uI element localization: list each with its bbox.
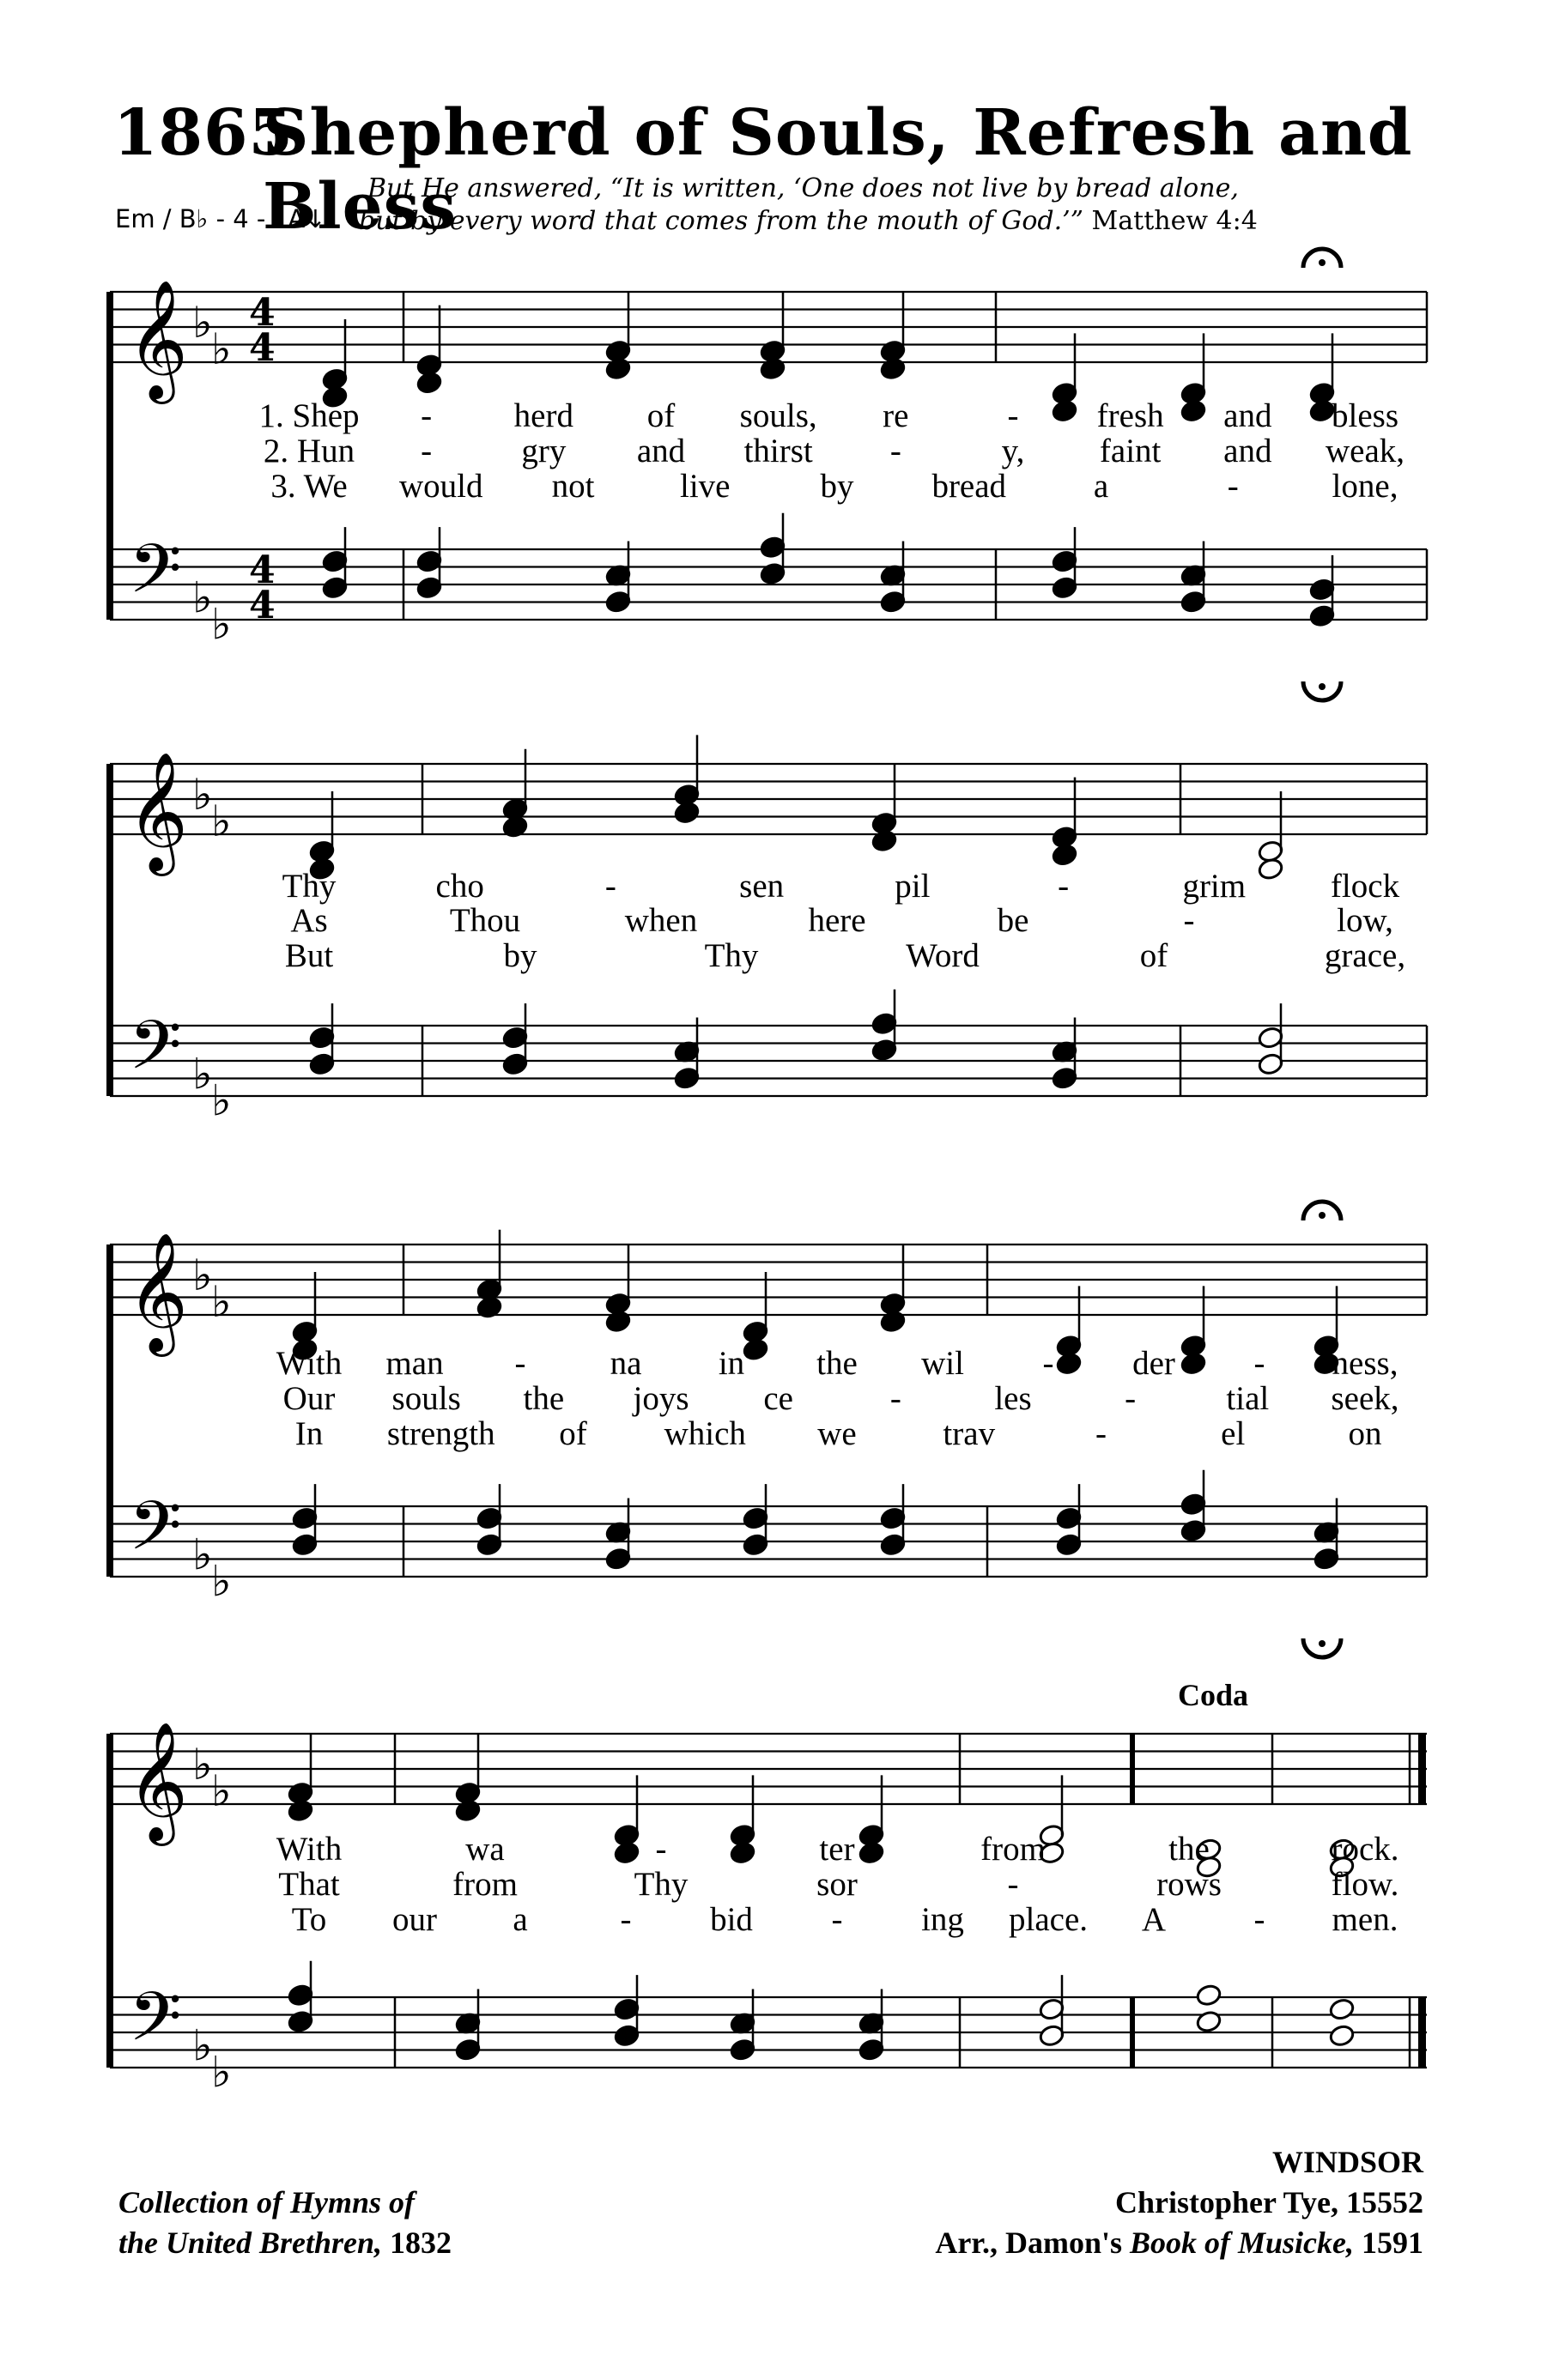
- lyric-syllable: when: [624, 902, 698, 939]
- lyric-syllable: a: [1093, 468, 1109, 505]
- lyric-syllable: we: [817, 1415, 857, 1452]
- lyric-syllable: na: [610, 1345, 642, 1382]
- lyric-syllable: But: [284, 937, 334, 974]
- time-signature-top: 4: [249, 291, 276, 335]
- lyric-syllable: souls: [391, 1380, 461, 1417]
- lyric-syllable: of: [559, 1415, 587, 1452]
- lyric-hyphen: -: [889, 433, 901, 469]
- treble-note: [604, 1310, 631, 1334]
- flat-icon: ♭: [211, 1276, 232, 1327]
- lyric-syllable: y,: [1001, 433, 1025, 469]
- lyric-syllable: cho: [435, 868, 484, 905]
- treble-note: [742, 1338, 768, 1362]
- arranger: [935, 2225, 1423, 2261]
- lyric-syllable: herd: [513, 397, 573, 434]
- treble-clef-icon: 𝄞: [127, 752, 188, 871]
- lyric-syllable: With: [276, 1831, 343, 1868]
- lyric-hyphen: -: [1227, 468, 1239, 505]
- flat-icon: ♭: [211, 2047, 232, 2098]
- lyric-syllable: and: [1223, 397, 1272, 434]
- lyric-syllable: pil: [895, 868, 931, 905]
- lyric-syllable: To: [291, 1901, 327, 1938]
- bar-line: [1130, 1997, 1135, 2068]
- flat-icon: ♭: [211, 1075, 232, 1126]
- treble-note: [858, 1841, 884, 1865]
- lyric-syllable: 2. Hun: [263, 433, 355, 469]
- scripture-reference: Matthew 4:4: [1091, 206, 1258, 236]
- final-bar-line: [1418, 1997, 1426, 2068]
- fermata-icon: [1319, 683, 1326, 690]
- lyric-syllable: and: [1223, 433, 1272, 469]
- lyric-syllable: thirst: [743, 433, 813, 469]
- bass-clef-icon: 𝄢: [129, 529, 182, 626]
- composer: Christopher Tye, 15552: [1114, 2185, 1423, 2220]
- lyric-syllable: der: [1132, 1345, 1175, 1382]
- bass-note: [1195, 1983, 1222, 2008]
- lyric-syllable: man: [385, 1345, 444, 1382]
- flat-icon: ♭: [192, 2020, 213, 2071]
- lyric-syllable: by: [820, 468, 854, 505]
- lyric-syllable: rock.: [1331, 1831, 1399, 1868]
- treble-clef-icon: 𝄞: [127, 1722, 188, 1841]
- treble-clef-icon: 𝄞: [127, 1232, 188, 1352]
- bass-note: [1195, 2010, 1222, 2034]
- lyric-syllable: Word: [906, 937, 980, 974]
- lyric-hyphen: -: [421, 397, 433, 434]
- lyric-syllable: souls,: [739, 397, 817, 434]
- text-source-line-2: [118, 2225, 452, 2261]
- scripture-text: but by every word that comes from the mouth of God.’”: [359, 206, 1083, 236]
- text-source-title: the United Brethren,: [118, 2226, 383, 2260]
- lyric-syllable: would: [399, 468, 483, 505]
- treble-note: [729, 1841, 755, 1865]
- lyric-syllable: the: [1168, 1831, 1210, 1868]
- treble-note: [604, 357, 631, 381]
- lyric-syllable: les: [994, 1380, 1032, 1417]
- lyric-hyphen: -: [1007, 1866, 1019, 1903]
- lyric-syllable: our: [392, 1901, 437, 1938]
- fermata-icon: [1319, 1212, 1326, 1219]
- lyric-syllable: ter: [819, 1831, 855, 1868]
- lyric-syllable: in: [718, 1345, 745, 1382]
- lyric-syllable: men.: [1332, 1901, 1398, 1938]
- treble-note: [1055, 1352, 1082, 1376]
- lyric-syllable: lone,: [1332, 468, 1398, 505]
- treble-note: [613, 1841, 640, 1865]
- lyric-syllable: fresh: [1096, 397, 1164, 434]
- lyric-hyphen: -: [421, 433, 433, 469]
- lyric-hyphen: -: [655, 1831, 667, 1868]
- lyric-syllable: be: [997, 902, 1029, 939]
- lyric-syllable: weak,: [1325, 433, 1405, 469]
- treble-note: [454, 1799, 481, 1823]
- arranger-book: Book of Musicke,: [1130, 2226, 1354, 2260]
- flat-icon: ♭: [211, 1765, 232, 1816]
- treble-note: [1051, 843, 1077, 867]
- lyric-syllable: grim: [1182, 868, 1247, 905]
- lyric-syllable: ce: [763, 1380, 793, 1417]
- hymn-number: 1865: [113, 96, 294, 170]
- time-signature-bottom: 4: [249, 326, 276, 370]
- flat-icon: ♭: [211, 796, 232, 846]
- lyric-syllable: seek,: [1331, 1380, 1399, 1417]
- lyric-syllable: the: [523, 1380, 565, 1417]
- lyric-syllable: 1. Shep: [258, 397, 360, 434]
- lyric-syllable: Thou: [449, 902, 521, 939]
- lyric-syllable: here: [808, 902, 866, 939]
- lyric-syllable: gry: [521, 433, 567, 469]
- flat-icon: ♭: [192, 1049, 213, 1099]
- lyric-syllable: from: [452, 1866, 518, 1903]
- lyric-syllable: re: [883, 397, 909, 434]
- treble-note: [287, 1799, 313, 1823]
- lyric-hyphen: -: [514, 1345, 526, 1382]
- flat-icon: ♭: [192, 770, 213, 820]
- time-signature-top: 4: [249, 548, 276, 592]
- lyric-syllable: sen: [739, 868, 785, 905]
- bass-note: [1328, 1997, 1355, 2021]
- lyric-syllable: and: [636, 433, 686, 469]
- treble-note: [1180, 399, 1206, 423]
- coda-label: Coda: [1178, 1678, 1249, 1712]
- lyric-syllable: wa: [465, 1831, 505, 1868]
- lyric-hyphen: -: [1007, 397, 1019, 434]
- lyric-syllable: on: [1348, 1415, 1382, 1452]
- lyric-hyphen: -: [1125, 1380, 1137, 1417]
- lyric-syllable: rows: [1156, 1866, 1222, 1903]
- fermata-icon: [1319, 259, 1326, 266]
- treble-clef-icon: 𝄞: [127, 280, 188, 399]
- lyric-hyphen: -: [1253, 1345, 1265, 1382]
- system-bracket: [106, 1734, 113, 2068]
- lyric-syllable: not: [551, 468, 595, 505]
- system-bracket: [106, 1245, 113, 1577]
- lyric-syllable: the: [816, 1345, 858, 1382]
- bass-clef-icon: 𝄢: [129, 1486, 182, 1583]
- lyric-syllable: Thy: [634, 1866, 689, 1903]
- bass-clef-icon: 𝄢: [129, 1977, 182, 2074]
- text-source-year: 1832: [390, 2226, 452, 2260]
- treble-note: [879, 1310, 906, 1334]
- time-signature-bottom: 4: [249, 584, 276, 627]
- flat-icon: ♭: [192, 298, 213, 348]
- lyric-syllable: a: [513, 1901, 528, 1938]
- lyric-syllable: which: [664, 1415, 746, 1452]
- lyric-syllable: A: [1141, 1901, 1167, 1938]
- lyric-syllable: Thy: [704, 937, 759, 974]
- lyric-hyphen: -: [1042, 1345, 1054, 1382]
- lyric-syllable: bid: [710, 1901, 753, 1938]
- lyric-syllable: strength: [386, 1415, 495, 1452]
- lyric-syllable: from: [980, 1831, 1046, 1868]
- lyric-syllable: 3. We: [270, 468, 348, 505]
- lyric-syllable: That: [278, 1866, 340, 1903]
- lyric-syllable: faint: [1099, 433, 1162, 469]
- lyric-syllable: joys: [633, 1380, 689, 1417]
- lyric-hyphen: -: [1183, 902, 1195, 939]
- arranger-prefix: Arr., Damon's: [935, 2226, 1122, 2260]
- flat-icon: ♭: [192, 1740, 213, 1790]
- treble-note: [871, 829, 897, 853]
- lyric-syllable: grace,: [1324, 937, 1406, 974]
- lyric-hyphen: -: [620, 1901, 632, 1938]
- lyric-syllable: flow.: [1331, 1866, 1399, 1903]
- system-bracket: [106, 764, 113, 1096]
- tune-name: WINDSOR: [1271, 2145, 1423, 2179]
- lyric-syllable: bless: [1332, 397, 1398, 434]
- scripture-line-1: But He answered, “It is written, ‘One does not live by bread alone,: [367, 173, 1239, 203]
- bass-clef-icon: 𝄢: [129, 1005, 182, 1102]
- flat-icon: ♭: [192, 1529, 213, 1580]
- lyric-syllable: ness,: [1332, 1345, 1398, 1382]
- lyric-hyphen: -: [831, 1901, 843, 1938]
- lyric-hyphen: -: [604, 868, 616, 905]
- lyric-syllable: With: [276, 1345, 343, 1382]
- lyric-syllable: low,: [1337, 902, 1393, 939]
- lyric-syllable: flock: [1330, 868, 1400, 905]
- lyric-syllable: ing: [921, 1901, 964, 1938]
- lyric-syllable: sor: [816, 1866, 858, 1903]
- lyric-syllable: bread: [931, 468, 1007, 505]
- lyric-hyphen: -: [1058, 868, 1070, 905]
- treble-note: [1051, 399, 1077, 423]
- lyric-syllable: tial: [1226, 1380, 1270, 1417]
- flat-icon: ♭: [211, 1556, 232, 1607]
- lyric-syllable: Our: [282, 1380, 336, 1417]
- flat-icon: ♭: [192, 1251, 213, 1300]
- hymn-title: Shepherd of Souls, Refresh and Bless: [263, 96, 1413, 244]
- treble-note: [673, 801, 700, 825]
- final-bar-line: [1418, 1734, 1426, 1804]
- arranger-year: 1591: [1362, 2226, 1423, 2260]
- fermata-icon: [1319, 1640, 1326, 1647]
- lyric-syllable: of: [1139, 937, 1168, 974]
- treble-note: [416, 371, 442, 395]
- lyric-syllable: As: [290, 902, 328, 939]
- key-info: Em / B♭ - 4 - LA↓: [115, 204, 326, 233]
- lyric-syllable: trav: [943, 1415, 996, 1452]
- flat-icon: ♭: [211, 599, 232, 650]
- lyric-syllable: live: [680, 468, 731, 505]
- lyric-syllable: of: [646, 397, 676, 434]
- flat-icon: ♭: [192, 572, 213, 623]
- treble-note: [879, 357, 906, 381]
- lyric-hyphen: -: [889, 1380, 901, 1417]
- lyric-syllable: In: [294, 1415, 324, 1452]
- bass-note: [1328, 2024, 1355, 2048]
- lyric-syllable: place.: [1008, 1901, 1089, 1938]
- lyric-syllable: by: [503, 937, 537, 974]
- lyric-syllable: wil: [921, 1345, 964, 1382]
- treble-note: [1257, 857, 1283, 881]
- system-bracket: [106, 292, 113, 620]
- bar-line: [1130, 1734, 1135, 1804]
- lyric-syllable: el: [1221, 1415, 1246, 1452]
- treble-note: [759, 357, 786, 381]
- lyric-hyphen: -: [1253, 1901, 1265, 1938]
- lyric-syllable: Thy: [282, 868, 337, 905]
- treble-note: [1180, 1352, 1206, 1376]
- lyric-hyphen: -: [1095, 1415, 1107, 1452]
- text-source-line-1: Collection of Hymns of: [118, 2185, 415, 2220]
- flat-icon: ♭: [211, 324, 232, 374]
